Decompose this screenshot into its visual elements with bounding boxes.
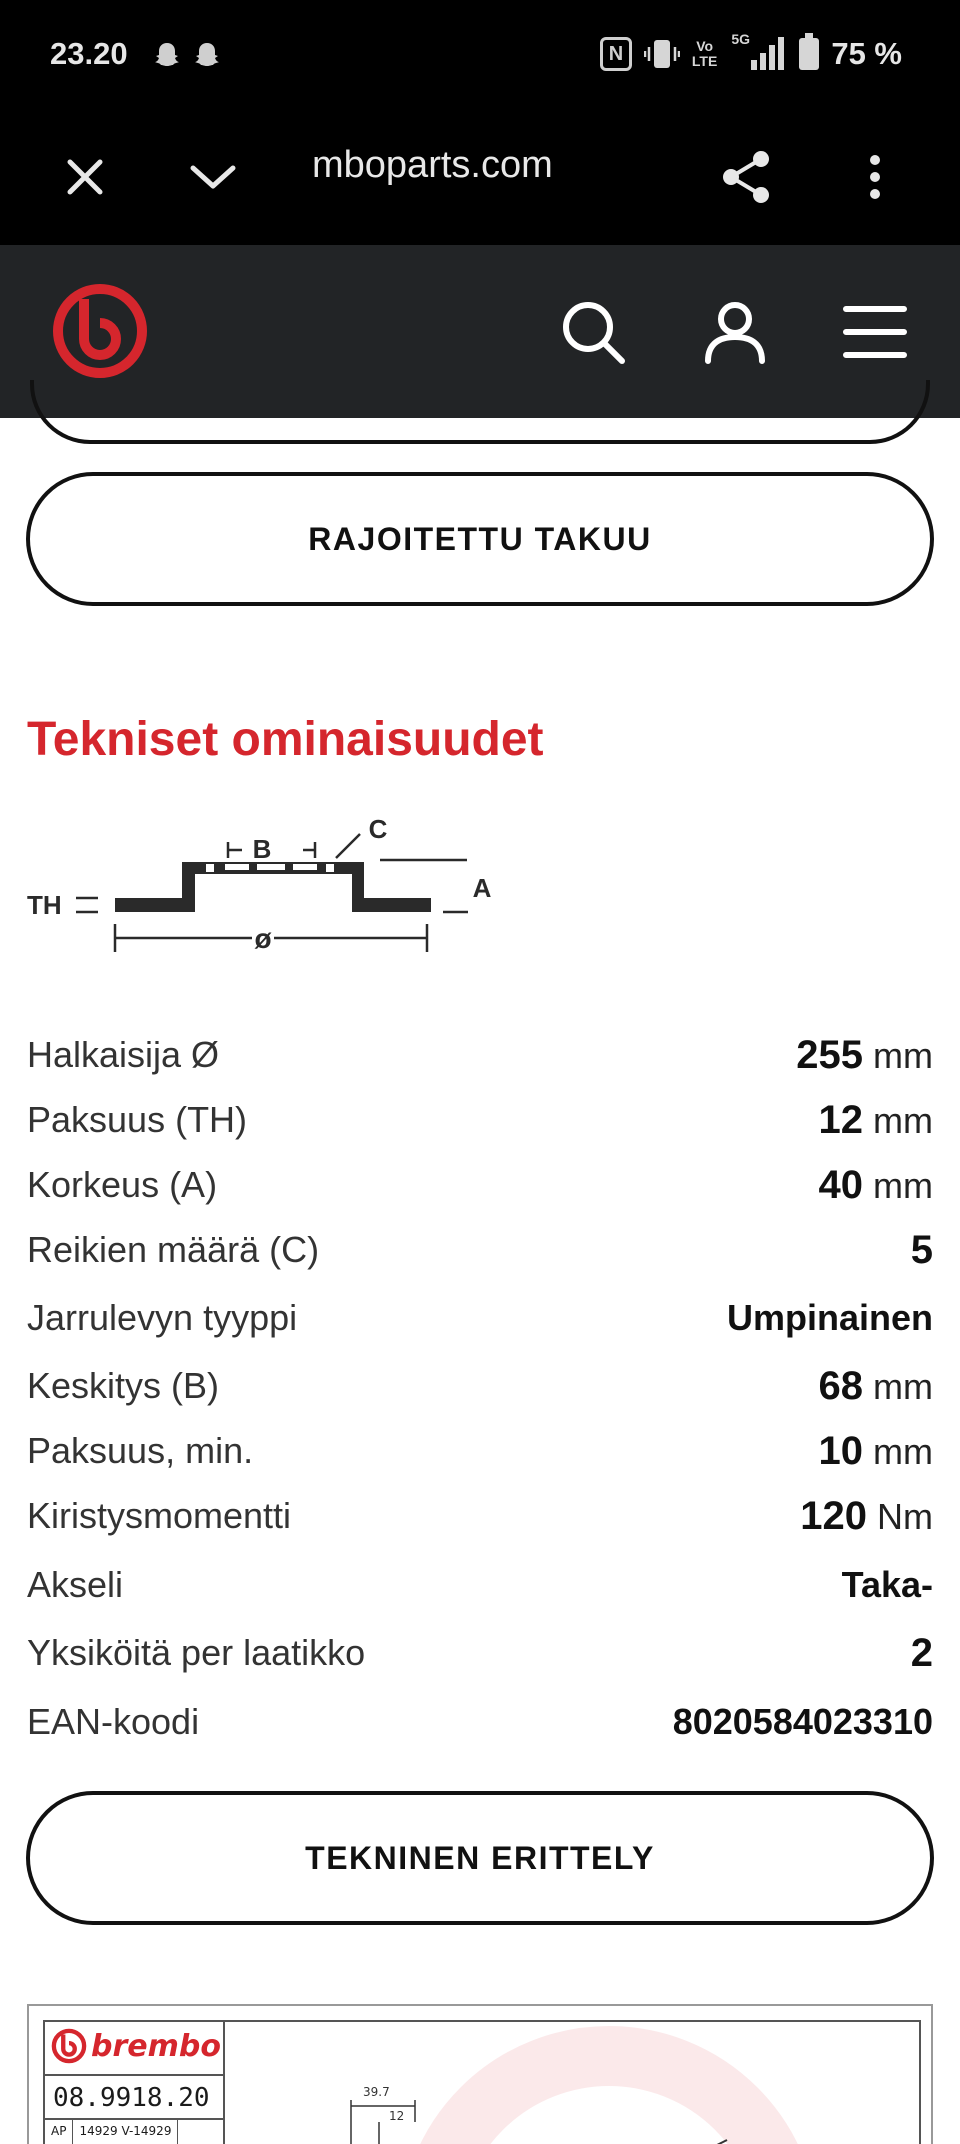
spec-label: Halkaisija Ø xyxy=(27,1034,220,1075)
spec-row-ean xyxy=(27,1690,933,1754)
technical-spec-button[interactable]: TEKNINEN ERITTELY xyxy=(26,1791,934,1925)
spec-row-axle xyxy=(27,1553,933,1617)
drawing-brand-text: brembo xyxy=(91,2028,221,2064)
disc-dimension-diagram xyxy=(20,800,500,960)
snapchat-icon xyxy=(152,40,182,70)
drawing-ap-label: AP xyxy=(45,2120,73,2144)
spec-number: 40 xyxy=(818,1162,864,1207)
spec-unit: Nm xyxy=(877,1495,933,1537)
spec-row-diameter xyxy=(27,1023,933,1087)
status-indicators xyxy=(600,31,902,72)
spec-value xyxy=(819,1098,933,1143)
spec-row-disc-type xyxy=(27,1286,933,1350)
spec-value: 2 xyxy=(910,1630,933,1675)
close-icon[interactable] xyxy=(50,142,120,212)
spec-value xyxy=(819,1364,933,1409)
spec-unit: mm xyxy=(873,1034,933,1076)
spec-label: Akseli xyxy=(27,1564,124,1605)
spec-value: Umpinainen xyxy=(726,1297,933,1338)
spec-value: Taka- xyxy=(841,1564,933,1605)
label-th: TH xyxy=(27,890,62,920)
status-bar xyxy=(0,0,960,110)
spec-row-units-per-box xyxy=(27,1621,933,1685)
spec-number: 68 xyxy=(818,1363,864,1408)
drawing-dim-2: 12 xyxy=(389,2109,405,2123)
section-title: Tekniset ominaisuudet xyxy=(27,713,544,766)
label-c: C xyxy=(368,814,388,844)
snapchat-icon xyxy=(192,40,222,70)
spec-label: Yksiköitä per laatikko xyxy=(27,1632,366,1673)
spec-label: Jarrulevyn tyyppi xyxy=(27,1297,298,1338)
drawing-title-block xyxy=(45,2022,225,2144)
signal-label: 5G xyxy=(731,31,751,47)
spec-label: Paksuus (TH) xyxy=(27,1099,248,1140)
label-diameter: ø xyxy=(254,923,272,954)
battery-icon xyxy=(799,38,819,70)
volte-indicator xyxy=(692,39,717,69)
brembo-logo[interactable] xyxy=(50,281,150,381)
drawing-arrow xyxy=(705,2132,765,2144)
spec-row-height xyxy=(27,1153,933,1217)
share-icon[interactable] xyxy=(712,142,782,212)
spec-unit: mm xyxy=(873,1365,933,1407)
spec-label: EAN-koodi xyxy=(27,1701,200,1742)
spec-number: 12 xyxy=(818,1097,864,1142)
more-vert-icon[interactable] xyxy=(840,142,910,212)
url-bar[interactable]: mboparts.com xyxy=(312,144,553,186)
spec-value: 5 xyxy=(910,1227,933,1272)
volte-bottom: LTE xyxy=(691,53,718,69)
battery-percent: 75 % xyxy=(831,36,902,71)
spec-unit: mm xyxy=(873,1099,933,1141)
spec-row-holes xyxy=(27,1218,933,1282)
spec-unit: mm xyxy=(873,1430,933,1472)
disc-cross-section xyxy=(115,862,431,912)
spec-value xyxy=(819,1429,933,1474)
spec-number: 120 xyxy=(800,1493,867,1538)
menu-icon[interactable] xyxy=(842,299,908,365)
brembo-logo xyxy=(51,2028,87,2064)
signal-icon xyxy=(729,31,787,72)
spec-label: Reikien määrä (C) xyxy=(27,1229,320,1270)
notification-icons xyxy=(152,40,222,70)
drawing-part-code: 08.9918.20 xyxy=(45,2074,223,2120)
spec-row-torque xyxy=(27,1484,933,1548)
spec-label: Keskitys (B) xyxy=(27,1365,220,1406)
chevron-down-icon[interactable] xyxy=(178,142,248,212)
status-time: 23.20 xyxy=(50,36,128,71)
previous-button-edge[interactable] xyxy=(30,380,930,444)
volte-top: Vo xyxy=(696,38,714,54)
spec-row-min-thickness xyxy=(27,1419,933,1483)
technical-drawing[interactable] xyxy=(27,2004,933,2144)
drawing-brand xyxy=(51,2028,221,2064)
spec-value xyxy=(819,1163,933,1208)
user-icon[interactable] xyxy=(702,299,768,365)
spec-value xyxy=(796,1033,933,1078)
drawing-ap-codes: 14929 V-14929 xyxy=(73,2120,178,2144)
spec-value: 8020584023310 xyxy=(672,1701,933,1742)
drawing-dimensions xyxy=(345,2082,485,2144)
label-b: B xyxy=(252,834,272,864)
limited-warranty-button[interactable]: RAJOITETTU TAKUU xyxy=(26,472,934,606)
spec-number: 255 xyxy=(796,1032,864,1077)
drawing-dim-1: 39.7 xyxy=(363,2085,390,2099)
spec-label: Paksuus, min. xyxy=(27,1430,254,1471)
spec-unit: mm xyxy=(873,1164,933,1206)
label-a: A xyxy=(472,873,492,903)
search-icon[interactable] xyxy=(560,299,626,365)
drawing-ap-row xyxy=(45,2120,223,2144)
drawing-frame xyxy=(43,2020,921,2144)
nfc-icon: N xyxy=(600,37,632,71)
spec-value xyxy=(800,1494,933,1539)
spec-row-centering xyxy=(27,1354,933,1418)
vibrate-icon xyxy=(644,37,680,71)
spec-row-thickness xyxy=(27,1088,933,1152)
spec-number: 10 xyxy=(818,1428,864,1473)
spec-label: Korkeus (A) xyxy=(27,1164,218,1205)
spec-label: Kiristysmomentti xyxy=(27,1495,292,1536)
